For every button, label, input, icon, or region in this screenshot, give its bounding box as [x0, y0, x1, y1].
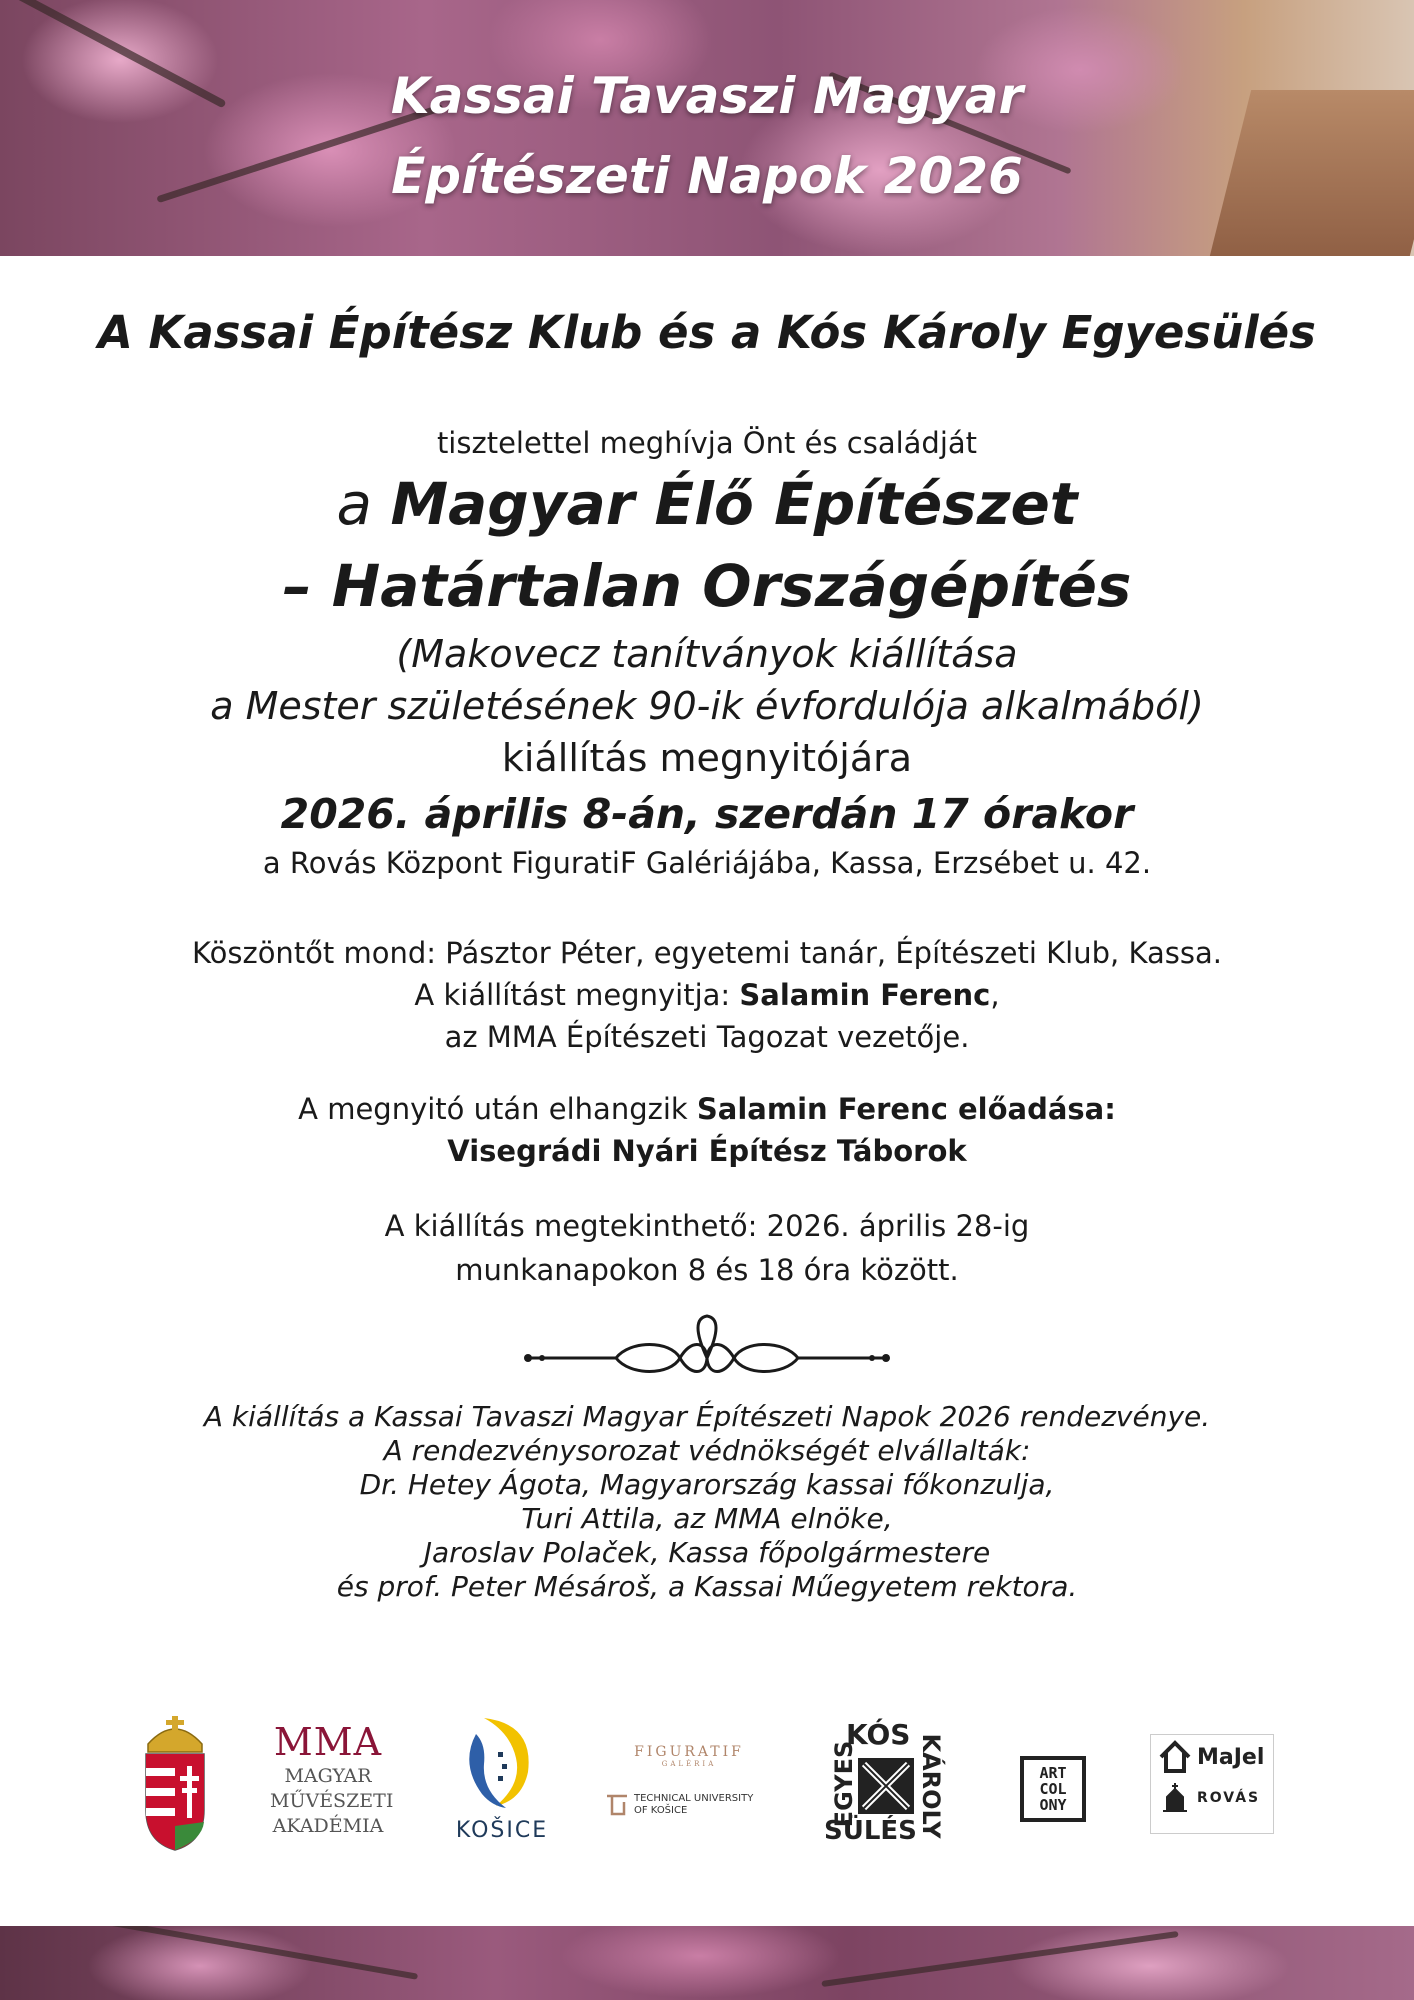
lecture-bold: Salamin Ferenc előadása:: [696, 1092, 1116, 1126]
banner-title: [0, 56, 1414, 216]
figuratif-tuke-logo: [604, 1744, 774, 1818]
title-prefix: a: [336, 470, 372, 538]
ornament-divider-icon: [520, 1310, 894, 1380]
mma-line1: MAGYAR: [284, 1765, 372, 1787]
mma-text: [270, 1764, 394, 1839]
art-line2: COL: [1039, 1780, 1067, 1798]
rovas-text: ROVÁS: [1197, 1790, 1261, 1806]
art-colony-text: [1039, 1765, 1066, 1813]
event-date: 2026. április 8-án, szerdán 17 órakor: [280, 790, 1134, 838]
kos-left: EGYES: [830, 1740, 858, 1828]
viewing-block: [0, 1204, 1414, 1292]
majel-row: [1157, 1739, 1273, 1775]
mma-mark: MMA: [273, 1720, 383, 1764]
branch-decoration: [102, 1926, 418, 1980]
tuke-logo: [604, 1792, 774, 1818]
exhibition-title-line1: [0, 470, 1414, 538]
lecture-block: [0, 1088, 1414, 1172]
opener-line: [0, 974, 1414, 1016]
subtitle-line2: a Mester születésének 90-ik évfordulója alkalmából): [210, 684, 1204, 728]
figuratif-sub: GALÉRIA: [661, 1760, 717, 1768]
kos-top: KÓS: [846, 1718, 911, 1751]
exhibition-title-line2: – Határtalan Országépítés: [282, 552, 1132, 620]
art-line1: ART: [1039, 1764, 1067, 1782]
tuke-mark-icon: [604, 1792, 630, 1818]
banner-title-line2: Építészeti Napok 2026: [391, 147, 1023, 205]
opener-prefix: A kiállítást megnyitja:: [414, 978, 740, 1012]
kos-bottom: SÜLÉS: [824, 1816, 917, 1846]
subtitle-line1: (Makovecz tanítványok kiállítása: [396, 632, 1018, 676]
viewing-line2: munkanapokon 8 és 18 óra között.: [455, 1253, 959, 1287]
lecture-prefix: A megnyitó után elhangzik: [298, 1092, 697, 1126]
mma-line2: MŰVÉSZETI: [270, 1790, 394, 1812]
organizers-heading: A Kassai Építész Klub és a Kós Károly Egyesülés: [98, 306, 1316, 359]
church-icon: [1161, 1783, 1189, 1813]
lecture-line: [0, 1088, 1414, 1130]
opener-name: Salamin Ferenc: [739, 978, 991, 1012]
kos-right: KÁROLY: [917, 1733, 945, 1839]
kosice-logo: [452, 1714, 552, 1843]
patronage-line: Jaroslav Polaček, Kassa főpolgármestere: [423, 1536, 991, 1569]
patronage-line: A rendezvénysorozat védnökségét elvállalták:: [383, 1434, 1031, 1467]
patronage-line: Turi Attila, az MMA elnöke,: [521, 1502, 893, 1535]
greeting-line: Köszöntőt mond: Pásztor Péter, egyetemi tanár, Építészeti Klub, Kassa.: [192, 936, 1222, 970]
banner-title-line1: Kassai Tavaszi Magyar: [390, 67, 1024, 125]
invite-line: tisztelettel meghívja Önt és családját: [436, 426, 978, 460]
program-block: [0, 932, 1414, 1058]
opener-suffix: ,: [990, 978, 1000, 1012]
sponsor-logos: [0, 1700, 1414, 1860]
figuratif-logo: [604, 1744, 774, 1768]
art-line3: ONY: [1039, 1796, 1067, 1814]
branch-decoration: [821, 1931, 1178, 1987]
exhibition-subtitle: [0, 628, 1414, 732]
figuratif-text: FIGURATIF: [634, 1744, 744, 1760]
mma-logo: [270, 1720, 394, 1839]
event-venue: a Rovás Központ FiguratiF Galériájába, Kassa, Erzsébet u. 42.: [262, 846, 1152, 880]
kosice-mark-icon: [462, 1714, 542, 1814]
lecture-title: [0, 1130, 1414, 1172]
patronage-block: [0, 1400, 1414, 1604]
art-colony-logo: [1020, 1756, 1086, 1822]
hungarian-coat-of-arms-icon: [140, 1714, 210, 1854]
kosice-text: KOŠICE: [455, 1818, 549, 1843]
title-main: Magyar Élő Építészet: [390, 470, 1078, 538]
kos-mark-icon: [858, 1758, 914, 1814]
opener-role: az MMA Építészeti Tagozat vezetője.: [444, 1020, 970, 1054]
tuke-line2: OF KOŠICE: [634, 1805, 688, 1816]
patronage-line: Dr. Hetey Ágota, Magyarország kassai főkonzulja,: [359, 1468, 1055, 1501]
kos-karoly-logo: [824, 1718, 952, 1850]
majel-rovas-logo: [1150, 1734, 1274, 1834]
tuke-line1: TECHNICAL UNIVERSITY: [634, 1793, 754, 1804]
patronage-line: és prof. Peter Mésároš, a Kassai Műegyetem rektora.: [336, 1570, 1078, 1603]
opening-text: kiállítás megnyitójára: [501, 736, 913, 780]
rovas-row: [1161, 1783, 1273, 1813]
header-banner: [0, 0, 1414, 256]
viewing-line1: A kiállítás megtekinthető: 2026. április 28-ig: [384, 1209, 1030, 1243]
footer-banner: [0, 1926, 1414, 2000]
mma-line3: AKADÉMIA: [272, 1815, 384, 1837]
lecture-title-text: Visegrádi Nyári Építész Táborok: [447, 1134, 967, 1168]
majel-text: MaJel: [1197, 1744, 1265, 1770]
tuke-text: [634, 1793, 753, 1817]
patronage-line: A kiállítás a Kassai Tavaszi Magyar Építészeti Napok 2026 rendezvénye.: [203, 1400, 1211, 1433]
house-icon: [1157, 1739, 1193, 1775]
